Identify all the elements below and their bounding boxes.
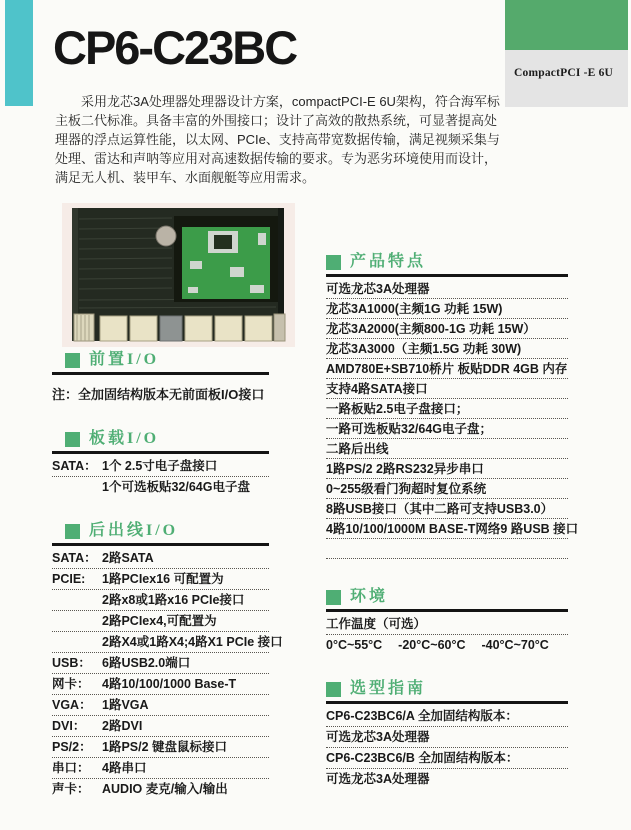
spec-label: [52, 593, 102, 608]
selection-text: 可选龙芯3A处理器: [326, 730, 430, 744]
feature-row: [326, 359, 568, 379]
environment-rows: [326, 614, 568, 655]
spec-value: 4路串口: [102, 761, 147, 775]
spec-value: AUDIO 麦克/输入/输出: [102, 782, 228, 796]
section-divider: [52, 451, 269, 454]
spec-row: [52, 758, 269, 779]
spec-row: [52, 737, 269, 758]
spec-row: [52, 611, 269, 632]
spec-label: SATA：: [52, 551, 97, 565]
rear-io-rows: [52, 548, 283, 799]
front-io-note: 注：全加固结构版本无前面板I/O接口: [52, 387, 265, 402]
feature-row: [326, 279, 568, 299]
spec-label: VGA：: [52, 698, 92, 712]
spec-label: [52, 480, 102, 495]
spec-value: 1路PCIex16 可配置为: [102, 572, 224, 586]
features-title: 产品特点: [350, 253, 427, 270]
feature-row: [326, 319, 568, 339]
spec-value: 1个可选板贴32/64G电子盘: [102, 480, 250, 494]
section-bullet: [65, 353, 80, 368]
feature-text: 0~255级看门狗超时复位系统: [326, 482, 487, 496]
spec-label: PCIE:: [52, 572, 86, 586]
section-front-io: [52, 352, 269, 409]
teal-accent-bar: [5, 0, 33, 106]
spec-label: [52, 635, 102, 650]
front-io-header: [65, 352, 269, 368]
rear-connectors: [74, 314, 285, 341]
spec-value: 2路x8或1路x16 PCIe接口: [102, 593, 245, 607]
features-rows: [326, 279, 579, 559]
section-selection-guide: [326, 681, 568, 789]
spec-row: [52, 779, 269, 799]
section-features: [326, 253, 579, 559]
spec-value: 2路SATA: [102, 551, 154, 565]
product-intro: 采用龙芯3A处理器处理器设计方案，compactPCI-E 6U架构，符合海军标主板二代标准。具备丰富的外围接口；设计了高效的散热系统，可显著提高处理器的浮点运算性能，以太网、PCIe、支持高带宽数据传输，满足视频采集与处理、雷达和声呐等应用对高速数据传输的要求。专为恶劣环境使用而设计，满足无人机、装甲车、水面舰艇等应用需求。: [55, 94, 500, 185]
spec-row: [52, 695, 269, 716]
spec-row: [52, 590, 269, 611]
spec-value: 2路DVI: [102, 719, 143, 733]
environment-text: 0°C~55°C -20°C~60°C -40°C~70°C: [326, 638, 549, 652]
front-io-title: 前置I/O: [89, 351, 160, 368]
board-photo-illustration: [62, 203, 295, 347]
rear-io-header: [65, 523, 269, 539]
selection-row: [326, 769, 568, 789]
form-factor-label: CompactPCI -E 6U: [514, 67, 614, 79]
feature-row: [326, 379, 568, 399]
feature-text: 8路USB接口（其中二路可支持USB3.0）: [326, 502, 554, 516]
feature-text: 可选龙芯3A处理器: [326, 282, 430, 296]
feature-row: [326, 539, 568, 559]
spec-label: DVI：: [52, 719, 86, 733]
feature-row: [326, 499, 568, 519]
environment-row: [326, 635, 568, 655]
page-title: CP6-C23BC: [53, 21, 297, 74]
section-divider: [326, 274, 568, 277]
feature-text: 一路可选板贴32/64G电子盘；: [326, 422, 493, 436]
spec-row: [52, 716, 269, 737]
feature-text: 龙芯3A2000(主频800-1G 功耗 15W）: [326, 322, 536, 336]
right-column: [326, 253, 579, 789]
selection-row: [326, 727, 568, 748]
selection-guide-header: [326, 681, 568, 697]
section-divider: [326, 701, 568, 704]
section-environment: [326, 589, 568, 655]
feature-text: 支持4路SATA接口: [326, 382, 428, 396]
feature-text: 4路10/100/1000M BASE-T网络9 路USB 接口: [326, 522, 579, 536]
onboard-io-header: [65, 431, 269, 447]
feature-text: 龙芯3A1000(主频1G 功耗 15W): [326, 302, 503, 316]
spec-value: 1路PS/2 键盘鼠标接口: [102, 740, 228, 754]
feature-row: [326, 439, 568, 459]
rear-io-title: 后出线I/O: [89, 522, 179, 539]
section-bullet: [326, 682, 341, 697]
feature-text: [326, 542, 568, 557]
selection-row: [326, 748, 568, 769]
spec-row: [52, 653, 269, 674]
section-bullet: [65, 432, 80, 447]
environment-text: 工作温度（可选）: [326, 617, 427, 631]
spec-value: 6路USB2.0端口: [102, 656, 191, 670]
spec-row: [52, 569, 269, 590]
selection-guide-title: 选型指南: [350, 680, 427, 697]
spec-label: 网卡：: [52, 677, 90, 691]
section-bullet: [326, 255, 341, 270]
spec-value: 2路PCIex4,可配置为: [102, 614, 217, 628]
selection-text: CP6-C23BC6/A 全加固结构版本：: [326, 709, 518, 723]
features-header: [326, 254, 568, 270]
feature-row: [326, 419, 568, 439]
section-onboard-io: [52, 431, 269, 497]
feature-text: 龙芯3A3000（主频1.5G 功耗 30W): [326, 342, 522, 356]
spec-row: [52, 548, 269, 569]
environment-row: [326, 614, 568, 635]
feature-text: AMD780E+SB710桥片 板贴DDR 4GB 内存: [326, 362, 568, 376]
environment-title: 环境: [350, 588, 389, 605]
feature-row: [326, 299, 568, 319]
spec-row: [52, 674, 269, 695]
onboard-io-title: 板载I/O: [89, 430, 160, 447]
section-divider: [52, 372, 269, 375]
section-divider: [326, 609, 568, 612]
spec-label: USB：: [52, 656, 91, 670]
selection-text: CP6-C23BC6/B 全加固结构版本：: [326, 751, 519, 765]
spec-label: PS/2：: [52, 740, 92, 754]
section-bullet: [65, 524, 80, 539]
board-photo: [62, 203, 295, 347]
spec-value: 4路10/100/1000 Base-T: [102, 677, 237, 691]
spec-label: 声卡：: [52, 782, 90, 796]
feature-row: [326, 459, 568, 479]
spec-label: 串口：: [52, 761, 90, 775]
left-column: [52, 351, 283, 799]
spec-row: [52, 632, 283, 653]
spec-row: [52, 477, 269, 497]
feature-row: [326, 339, 568, 359]
feature-text: 一路板贴2.5电子盘接口；: [326, 402, 469, 416]
feature-text: 二路后出线: [326, 442, 389, 456]
spec-value: 2路X4或1路X4;4路X1 PCIe 接口: [102, 635, 283, 649]
selection-row: [326, 706, 568, 727]
section-rear-io: [52, 522, 283, 799]
onboard-io-rows: [52, 456, 269, 497]
spec-value: 1路VGA: [102, 698, 149, 712]
environment-header: [326, 589, 568, 605]
section-bullet: [326, 590, 341, 605]
form-factor-badge: [505, 50, 628, 107]
spec-label: SATA：: [52, 459, 97, 473]
section-divider: [52, 543, 269, 546]
feature-row: [326, 479, 568, 499]
spec-row: [52, 456, 269, 477]
feature-row: [326, 519, 579, 539]
feature-text: 1路PS/2 2路RS232异步串口: [326, 462, 484, 476]
selection-text: 可选龙芯3A处理器: [326, 772, 430, 786]
green-accent-block: [505, 0, 628, 50]
spec-value: 1个 2.5寸电子盘接口: [102, 459, 218, 473]
selection-guide-rows: [326, 706, 568, 789]
feature-row: [326, 399, 568, 419]
spec-label: [52, 614, 102, 629]
